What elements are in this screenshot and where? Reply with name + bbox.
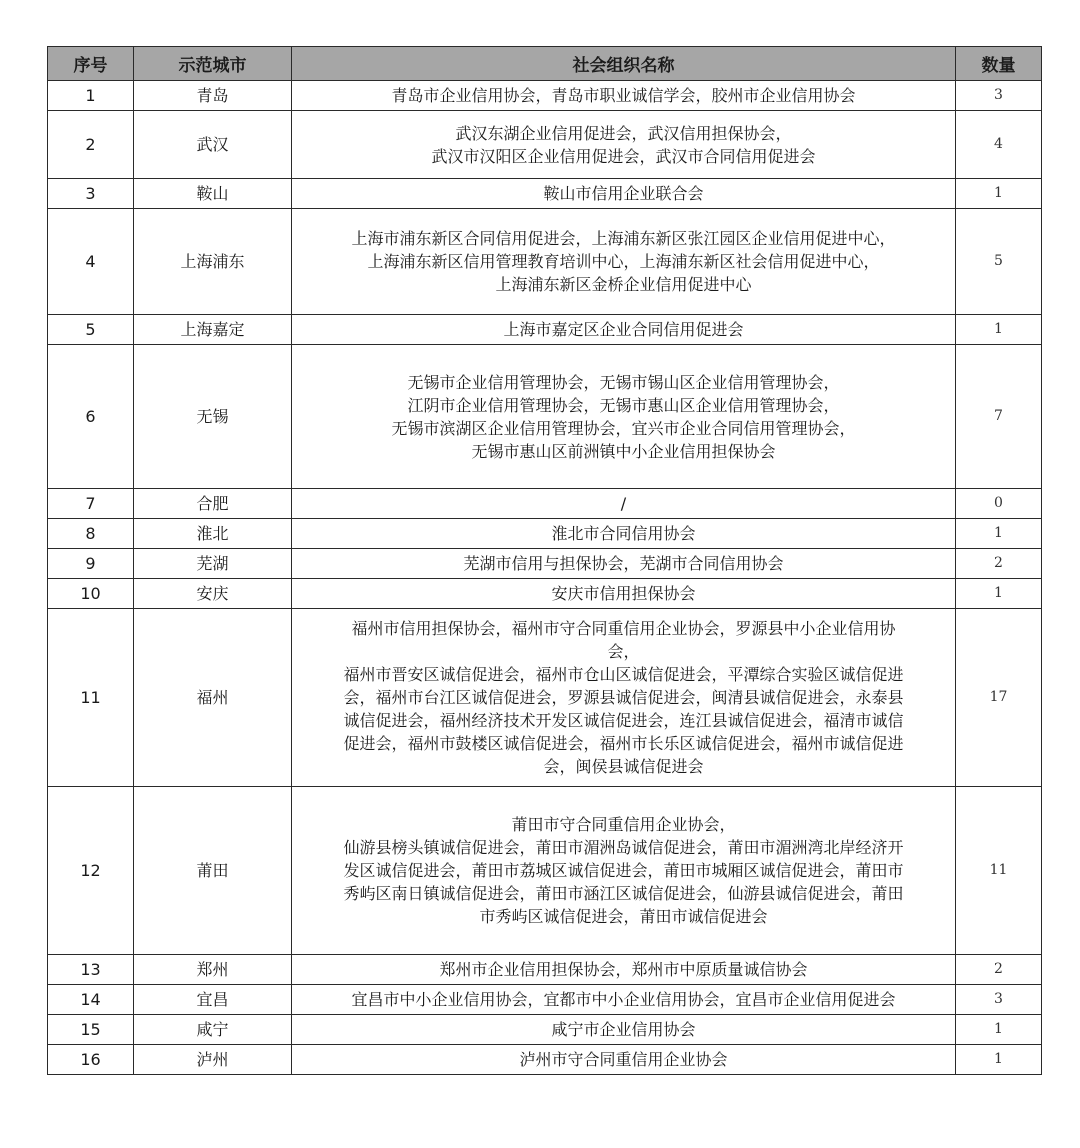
org-line: 鞍山市信用企业联合会: [543, 184, 704, 203]
org-line: 会，闽侯县诚信促进会: [543, 757, 704, 776]
cell-city: 上海浦东: [134, 209, 292, 315]
org-line: 上海浦东新区信用管理教育培训中心，上海浦东新区社会信用促进中心，: [367, 252, 880, 271]
cell-orgs: [292, 955, 956, 985]
cell-orgs: [292, 315, 956, 345]
cell-seq: 16: [48, 1045, 134, 1075]
table-row: [48, 81, 1042, 111]
cell-orgs: [292, 179, 956, 209]
org-line: 会，: [607, 642, 640, 661]
cell-city: 淮北: [134, 519, 292, 549]
cell-count: 2: [956, 549, 1042, 579]
table-row: [48, 579, 1042, 609]
header-seq: 序号: [48, 47, 134, 81]
cell-seq: 3: [48, 179, 134, 209]
table-row: [48, 549, 1042, 579]
table-row: [48, 179, 1042, 209]
cell-orgs: [292, 985, 956, 1015]
cell-orgs: [292, 489, 956, 519]
org-line: 上海浦东新区金桥企业信用促进中心: [495, 275, 752, 294]
cell-city: 芜湖: [134, 549, 292, 579]
cell-seq: 6: [48, 345, 134, 489]
cell-seq: 7: [48, 489, 134, 519]
cell-count: 1: [956, 579, 1042, 609]
cell-city: 咸宁: [134, 1015, 292, 1045]
table-row: [48, 787, 1042, 955]
cell-count: 11: [956, 787, 1042, 955]
cell-count: 2: [956, 955, 1042, 985]
org-line: 福州市晋安区诚信促进会，福州市仓山区诚信促进会，平潭综合实验区诚信促进: [343, 665, 904, 684]
cell-seq: 4: [48, 209, 134, 315]
cell-city: 无锡: [134, 345, 292, 489]
table-row: [48, 315, 1042, 345]
cell-count: 3: [956, 81, 1042, 111]
org-line: 宜昌市中小企业信用协会，宜都市中小企业信用协会，宜昌市企业信用促进会: [351, 990, 896, 1009]
cell-seq: 15: [48, 1015, 134, 1045]
org-line: 淮北市合同信用协会: [551, 524, 696, 543]
cell-count: 4: [956, 111, 1042, 179]
org-line: 上海市浦东新区合同信用促进会，上海浦东新区张江园区企业信用促进中心，: [351, 229, 896, 248]
cell-orgs: [292, 209, 956, 315]
cell-orgs: [292, 519, 956, 549]
header-count: 数量: [956, 47, 1042, 81]
org-line: 江阴市企业信用管理协会，无锡市惠山区企业信用管理协会，: [407, 395, 840, 415]
table-row: [48, 1015, 1042, 1045]
cell-city: 青岛: [134, 81, 292, 111]
cell-count: 1: [956, 1045, 1042, 1075]
header-city: 示范城市: [134, 47, 292, 81]
cell-orgs: [292, 111, 956, 179]
cell-seq: 8: [48, 519, 134, 549]
cell-orgs: [292, 549, 956, 579]
cell-count: 1: [956, 1015, 1042, 1045]
org-line: 青岛市企业信用协会，青岛市职业诚信学会，胶州市企业信用协会: [391, 86, 856, 105]
org-line: 发区诚信促进会，莆田市荔城区诚信促进会，莆田市城厢区诚信促进会，莆田市: [343, 861, 904, 880]
org-line: 咸宁市企业信用协会: [551, 1020, 696, 1039]
table-row: [48, 519, 1042, 549]
cell-orgs: [292, 787, 956, 955]
organization-table: [47, 46, 1042, 1075]
org-line: 市秀屿区诚信促进会，莆田市诚信促进会: [479, 907, 768, 926]
org-line: 诚信促进会，福州经济技术开发区诚信促进会，连江县诚信促进会，福清市诚信: [343, 711, 904, 730]
table-row: [48, 209, 1042, 315]
cell-city: 武汉: [134, 111, 292, 179]
cell-seq: 2: [48, 111, 134, 179]
cell-count: 7: [956, 345, 1042, 489]
cell-seq: 13: [48, 955, 134, 985]
org-line: 上海市嘉定区企业合同信用促进会: [503, 320, 744, 339]
cell-orgs: [292, 345, 956, 489]
table-row: [48, 345, 1042, 489]
org-line: 武汉市汉阳区企业信用促进会，武汉市合同信用促进会: [431, 146, 816, 166]
cell-count: 5: [956, 209, 1042, 315]
cell-count: 1: [956, 519, 1042, 549]
cell-seq: 11: [48, 609, 134, 787]
table-header-row: [48, 47, 1042, 81]
org-line: 莆田市守合同重信用企业协会，: [511, 815, 736, 834]
cell-orgs: [292, 1015, 956, 1045]
cell-orgs: [292, 81, 956, 111]
org-line: 无锡市惠山区前洲镇中小企业信用担保协会: [471, 441, 776, 461]
cell-city: 福州: [134, 609, 292, 787]
org-line: 武汉东湖企业信用促进会，武汉信用担保协会，: [455, 123, 792, 143]
cell-seq: 14: [48, 985, 134, 1015]
cell-city: 郑州: [134, 955, 292, 985]
org-line: 福州市信用担保协会，福州市守合同重信用企业协会，罗源县中小企业信用协: [351, 619, 896, 638]
table-row: [48, 489, 1042, 519]
table-row: [48, 955, 1042, 985]
org-line: 秀屿区南日镇诚信促进会，莆田市涵江区诚信促进会，仙游县诚信促进会，莆田: [343, 884, 904, 903]
org-line: 无锡市滨湖区企业信用管理协会，宜兴市企业合同信用管理协会，: [391, 418, 856, 438]
table-row: [48, 985, 1042, 1015]
table-row: [48, 111, 1042, 179]
org-line: 芜湖市信用与担保协会，芜湖市合同信用协会: [463, 554, 784, 573]
cell-city: 泸州: [134, 1045, 292, 1075]
cell-count: 1: [956, 179, 1042, 209]
cell-seq: 10: [48, 579, 134, 609]
table-row: [48, 1045, 1042, 1075]
org-line: 无锡市企业信用管理协会，无锡市锡山区企业信用管理协会，: [407, 372, 840, 392]
cell-city: 合肥: [134, 489, 292, 519]
org-line: 郑州市企业信用担保协会，郑州市中原质量诚信协会: [439, 960, 808, 979]
cell-count: 17: [956, 609, 1042, 787]
cell-seq: 12: [48, 787, 134, 955]
table-row: [48, 609, 1042, 787]
org-line: 促进会，福州市鼓楼区诚信促进会，福州市长乐区诚信促进会，福州市诚信促进: [343, 734, 904, 753]
cell-city: 上海嘉定: [134, 315, 292, 345]
cell-city: 安庆: [134, 579, 292, 609]
cell-seq: 9: [48, 549, 134, 579]
org-line: 会，福州市台江区诚信促进会，罗源县诚信促进会，闽清县诚信促进会，永泰县: [343, 688, 904, 707]
cell-city: 鞍山: [134, 179, 292, 209]
org-line: 安庆市信用担保协会: [551, 584, 696, 603]
table-body: [48, 81, 1042, 1075]
cell-city: 宜昌: [134, 985, 292, 1015]
cell-seq: 5: [48, 315, 134, 345]
cell-count: 1: [956, 315, 1042, 345]
org-line: /: [620, 494, 627, 513]
organization-table-wrapper: [47, 46, 1041, 1075]
org-line: 仙游县榜头镇诚信促进会，莆田市湄洲岛诚信促进会，莆田市湄洲湾北岸经济开: [343, 838, 904, 857]
cell-count: 0: [956, 489, 1042, 519]
cell-orgs: [292, 609, 956, 787]
cell-count: 3: [956, 985, 1042, 1015]
cell-seq: 1: [48, 81, 134, 111]
header-orgs: 社会组织名称: [292, 47, 956, 81]
cell-city: 莆田: [134, 787, 292, 955]
org-line: 泸州市守合同重信用企业协会: [519, 1050, 728, 1069]
cell-orgs: [292, 1045, 956, 1075]
cell-orgs: [292, 579, 956, 609]
